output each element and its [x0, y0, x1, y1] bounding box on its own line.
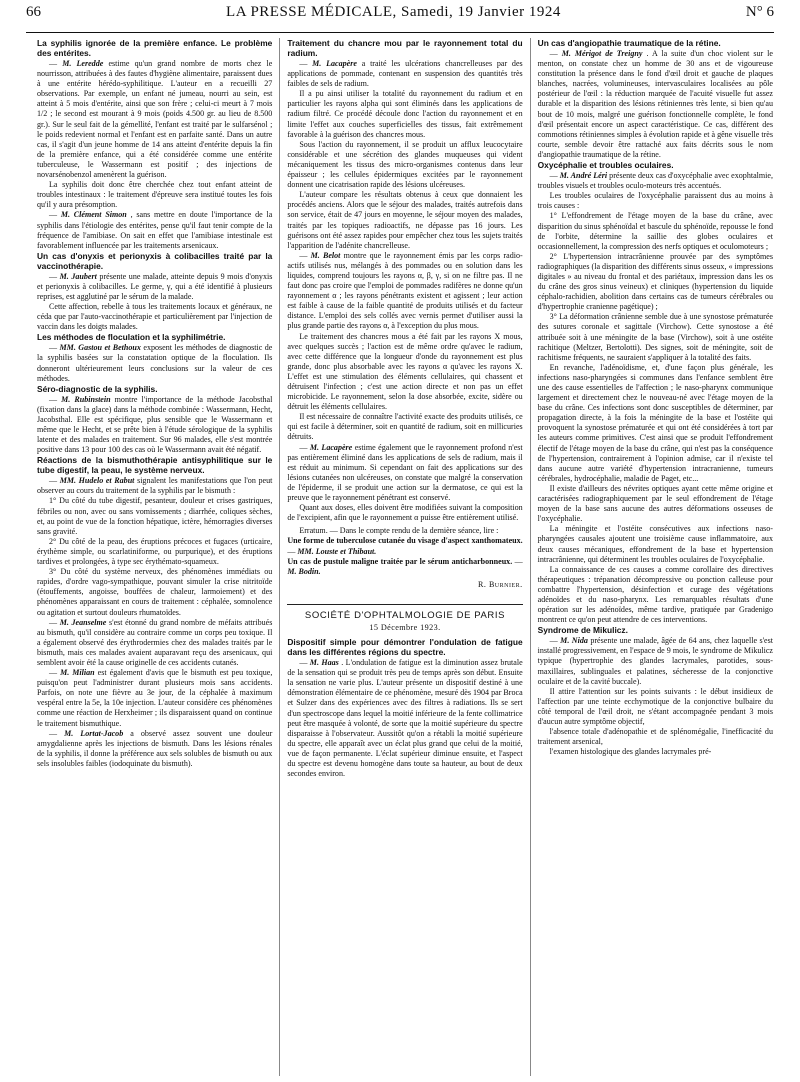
paragraph-text: a traité les ulcérations chancrelleuses par des applications de pommade, contenant en suspension des quantités très faibles de sels de radium.: [287, 59, 523, 89]
article-paragraph: [287, 332, 522, 413]
paragraph-text: montre l'importance de la méthode Jacobsthal (fixation dans la glace) dans la méthode combinée : Wassermann, Hecht, Jacobsthal. Elle est spécifique, plus sensible que le Wassermann et même que le Hecht, et se prête bien à l'étude sérologique de la syphilis latente et des malades en traitement. Sur 96 malades, elle s'est montrée positive dans 13 pour 100 des cas où le Wassermann avait été négatif.: [37, 394, 273, 455]
article-paragraph: — M. Jaubert présente une malade, atteinte depuis 9 mois d'onyxis et perionyxis à colibacilles. Le germe, γ, qui a été identifié à plusieurs reprises, est agglutiné par le sérum de la malade.: [37, 271, 273, 301]
paragraph-text: Cette affection, rebelle à tous les traitements locaux et généraux, ne céda que par l'auto-vaccinothérapie et particulièrement par l'injection de vaccin dans les doigts malades.: [37, 302, 273, 332]
article-paragraph: [538, 484, 773, 524]
column-middle-section-articles: [287, 637, 522, 779]
article-paragraph: — M. Jeanselme s'est étonné du grand nombre de méfaits attribués au bismuth, qu'il considère au contraire comme un corps peu toxique. Il a également observé des érythrodermies chez des malades traités par le bismuth, mais ces malades avaient auparavant reçu des arsenicaux, qui semblent avoir été la cause originelle de ces accidents cutanés.: [37, 617, 273, 667]
paragraph-text: présente une malade, âgée de 64 ans, chez laquelle s'est installé progressivement, en l'espace de 9 mois, le syndrome de Mikulicz typique (hypertrophie des glandes lacrymales, parotides, sous-maxillaires, sublinguales et palatines, sécheresse de la conjonctive oculaire et de la cavité buccale).: [537, 636, 773, 686]
paragraph-text: Il est nécessaire de connaître l'activité exacte des produits utilisés, ce qui est facile à déterminer, soit en quantité de radium, soit en millicuries détruits.: [287, 412, 523, 442]
article-author: M. Mérigot de Treigny: [561, 49, 643, 58]
article: [287, 637, 522, 779]
article-author: M. Lacapère: [309, 442, 353, 452]
article-paragraph: [538, 191, 773, 211]
article-paragraph: [287, 89, 522, 139]
paragraph-text: 1° Du côté du tube digestif, pesanteur, douleur et crises gastriques, fébriles ou non, avec ou sans vomissements ; diarrhée, coliques sèches, et, au point de vue de la fonction hépatique, ictère, hémorragies diverses sans gravité.: [37, 496, 273, 536]
article-author: M. Rubinstein: [61, 394, 111, 404]
article: [37, 332, 272, 383]
article-paragraph: [287, 190, 522, 251]
article-paragraph: — MM. Hudelo et Rabut signalent les manifestations que l'on peut observer au cours du traitement de la syphilis par le bismuth :: [37, 476, 273, 496]
article-paragraph: [37, 567, 272, 617]
article: [538, 625, 773, 757]
paragraph-text: 2° L'hypertension intracrânienne prouvée par des symptômes radiographiques (la disparition des différents sinus osseux, « impressions digitales » au niveau du frontal et des pariétaux, impression dans les os du crâne des gros sinus veineux) et cliniques (hypertension du liquide céphalo-rachidien, abolition dans certains cas de tumeurs cérébrales ou d'hypertrophie cranienne pagétique) ;: [537, 251, 773, 312]
journal-title: LA PRESSE MÉDICALE, Samedi, 19 Janvier 1924: [226, 4, 561, 20]
paragraph-text: . A la suite d'un choc violent sur le menton, on constate chez un homme de 30 ans et de vigoureuse constitution la présence dans le fond d'œil droit et gauche de plaques blanches, nacrées, volumineuses, intervasculaires localisées au pôle postérieur de l'œil : la réduction marquée de l'acuité visuelle fut assez durable et la disparition des lésions rétiniennes très lente, si bien qu'au bout de 10 mois, malgré une guérison fonctionnelle complète, le fond d'œil présentait encore un aspect caractéristique. Ce cas, différent des commotions rétiniennes simples à évolution rapide et à gêne visuelle très courte, semble devoir être rattaché aux faits décrits sous le nom d'angiopathie traumatique de la rétine.: [537, 49, 773, 159]
paragraph-text: 2° Du côté de la peau, des éruptions précoces et fugaces (urticaire, érythème simple, ou scarlatiniforme, ou purpurique), et des éruptions tardives et prolongées, à type sec érythémato-squameux.: [37, 536, 273, 567]
article-paragraph: — M. Haas . L'ondulation de fatigue est la diminution assez brutale de la sensation qui se produit très peu de temps après son début. Ensuite la sensation ne varie plus. L'auteur présente un dispositif destiné à une démonstration élémentaire de ce phénomène, mesuré dès 1904 par Broca et Sulzer dans des expériences avec des filtres à radiations. Ils se sert d'un spectroscope dans lequel la moitié inférieure de la fente collimatrice peut être masquée à volonté, de sorte que la moitié supérieure du spectre disparaisse à l'observateur. Aussitôt qu'on a rétabli la moitié supérieure du spectre, elle apparaît avec un éclat plus grand que celui de la moitié, vue de façon permanente. L'éclat supérieur diminue ensuite, et l'aspect du spectre est devenu homogène dans toute sa hauteur, au bout de deux secondes environ.: [287, 658, 523, 779]
article-paragraph: [287, 140, 522, 190]
article-author: M. Jeanselme: [59, 617, 107, 627]
article-paragraph: — M. Belot montre que le rayonnement émis par les corps radio-actifs utilisés nus, mélangés à des pommades ou en solution dans les liquides, comprend toujours les rayons α, β, γ, si on ne filtre pas. Il ne faut donc pas croire que l'emploi de pommades radifères ne donne qu'un rayonnement α ; les rayons pénétrants existent et agissent ; leur action est faible à cause de la faible quantité de produits utilisés et du facteur distance. L'emploi des sels collés avec vernis permet d'utiliser aussi la plus grande partie des rayons α, à l'exception du plus mous.: [287, 250, 523, 331]
article-paragraph: [538, 252, 773, 313]
article-paragraph: — M. Lacapère a traité les ulcérations chancrelleuses par des applications de pommade, contenant en suspension des quantités très faibles de sels de radium.: [287, 59, 523, 89]
article: [37, 251, 272, 333]
column-left: [30, 38, 279, 1076]
article: [287, 251, 522, 443]
article-author: M. André Léri: [559, 171, 608, 181]
section-date: 15 Décembre 1923.: [369, 622, 441, 632]
paragraph-text: exposent les méthodes de diagnostic de la syphilis basées sur la constatation optique de la floculation. Ils donneront ultérieurement leurs conclusions sur la valeur de ces méthodes.: [37, 343, 273, 383]
paragraph-text: signalent les manifestations que l'on peut observer au cours du traitement de la syphilis par le bismuth :: [37, 476, 273, 496]
article-title: Oxycéphalie et troubles oculaires.: [537, 160, 674, 171]
article-paragraph: — MM. Gastou et Bethoux exposent les méthodes de diagnostic de la syphilis basées sur la constatation optique de la floculation. Ils donneront ultérieurement leurs conclusions sur la valeur de ces méthodes.: [37, 343, 273, 383]
paragraph-text: s'est étonné du grand nombre de méfaits attribués au bismuth, qu'il considère au contraire comme un corps peu toxique. Il a également observé des érythrodermies chez des malades traités par le bismuth, mais ces malades avaient auparavant reçu des arsenicaux, qui semblent avoir été la cause originelle de ces accidents cutanés.: [37, 617, 273, 667]
column-right: [530, 38, 780, 1076]
paragraph-text: 3° Du côté du système nerveux, des phénomènes immédiats ou rapides, d'ordre vago-sympathique, pouvant simuler la crise nitritoïde (étouffements, angoisse, bouffées de chaleur, larmoiement) et des phénomènes apparaissant en cours de traitement : céphalée, somnolence ou agitation et surtout douleurs rhumatoïdes.: [37, 567, 273, 617]
paragraph-text: est également d'avis que le bismuth est peu toxique, puisqu'on peut l'administrer durant plusieurs mois sans accidents. Parfois, on note une fièvre au 3e jour, de la céphalée à maximum vespéral entre la 5e, la 10e injection. L'auteur considère ces phénomènes comme une réaction de Herxheimer ; ils disparaissent quand on continue le traitement bismuthique.: [37, 668, 273, 728]
paragraph-text: La méningite et l'ostéite consécutives aux infections naso-pharyngées causales ajoutent une troisième cause inflammatoire, aux deux causes mécaniques, effondrement de la base et hypertension intracrânienne, qui déterminent les troubles oculaires de l'oxycéphalie.: [537, 524, 773, 564]
article: [37, 384, 272, 456]
article: [287, 38, 522, 251]
paragraph-text: . L'ondulation de fatigue est la diminution assez brutale de la sensation qui se produit très peu de temps après son début. Ensuite la sensation ne varie plus. L'auteur présente un dispositif destiné à une démonstration élémentaire de ce phénomène, mesuré dès 1904 par Broca et Sulzer dans des expériences avec des filtres à radiations. Ils se sert d'un spectroscope dans lequel la moitié inférieure de la fente collimatrice peut être masquée à volonté, de sorte que la moitié supérieure du spectre disparaisse à l'observateur. Aussitôt qu'on a rétabli la moitié supérieure du spectre, elle apparaît avec un éclat plus grand que celui de la moitié, vue de façon permanente. L'éclat supérieur diminue ensuite, et l'aspect du spectre est devenu homogène dans toute sa hauteur, au bout de deux secondes environ.: [287, 658, 523, 779]
paragraph-text: En revanche, l'adénoïdisme, et, d'une façon plus générale, les infections naso-pharyngées si communes dans l'enfance semblent être une des cause essentielles de l'affection ; le naso-pharynx communique largement et directement chez le nouveau-né avec l'étage moyen de la base du crâne. Ces infections sont donc susceptibles de déterminer, par propagation directe, à la fois la méningite de la base et l'ostéite qui provoquent la synostose prématurée et qui ont été considérées à tort par les auteurs comme primitives. C'est ainsi que se produit l'effondrement électif de l'étage moyen de la base du crâne, qui n'est pas la conséquence de l'hypertension, contrairement à l'opinion admise, car il n'existe tel dans aucune autre variété d'hypertension intracranienne, tumeurs cérébrales, hydrocéphalie, maladie de Paget, etc...: [537, 362, 773, 483]
paragraph-text: L'auteur compare les résultats obtenus à ceux que donnaient les procédés anciens. Alors que le séjour des malades, traités autrefois dans son service, était de 47 jours en moyenne, le séjour moyen des malades, traités par les topiques radioactifs, ne dépasse pas 16 jours. Les guérisons ont été assez rapides pour empêcher chez tous les sujets traités l'apparition de l'adénite chancrelleuse.: [287, 190, 523, 250]
article-paragraph: [37, 180, 272, 210]
section-heading: SOCIÉTÉ D'OPHTALMOLOGIE DE PARIS: [287, 604, 522, 621]
article-paragraph: — M. Nida présente une malade, âgée de 64 ans, chez laquelle s'est installé progressivement, en l'espace de 9 mois, le syndrome de Mikulicz typique (hypertrophie des glandes lacrymales, parotides, sous-maxillaires, sublinguales et palatines, sécheresse de la conjonctive oculaire et de la cavité buccale).: [537, 636, 773, 686]
column-middle-articles: [287, 38, 522, 523]
erratum-item-2: Un cas de pustule maligne traitée par le sérum anticharbonneux. — M. Bodin.: [287, 556, 523, 576]
article-paragraph: [287, 503, 522, 523]
paragraph-text: La syphilis doit donc être cherchée chez tout enfant atteint de troubles intestinaux : le traitement d'épreuve sera institué toutes les fois qu'il y aura présomption.: [37, 180, 273, 210]
paragraph-text: a observé assez souvent une douleur amygdalienne après les injections de bismuth. Dans les lésions rénales de la syphilis, il donne la préférence aux sels solubles de bismuth ou aux sels insolubles faibles (iodoquinate du bismuth).: [37, 728, 273, 768]
article: [287, 443, 522, 524]
article-paragraph: — M. Mérigot de Treigny . A la suite d'un choc violent sur le menton, on constate chez un homme de 30 ans et de vigoureuse constitution la présence dans le fond d'œil droit et gauche de plaques blanches, nacrées, volumineuses, intervasculaires localisées au pôle postérieur de l'œil : la réduction marquée de l'acuité visuelle fut assez durable et la disparition des lésions rétiniennes très lente, si bien qu'au bout de 10 mois, malgré une guérison fonctionnelle complète, le fond d'œil présentait encore un aspect caractéristique. Ce cas, différent des commotions rétiniennes simples à évolution rapide et à gêne visuelle très courte, semble devoir être rattaché aux faits décrits sous le nom d'angiopathie traumatique de la rétine.: [537, 49, 773, 159]
paragraph-text: l'examen histologique des glandes lacrymales pré-: [549, 747, 712, 757]
article-author: M. Lacapère: [312, 59, 357, 68]
article-paragraph: [287, 412, 522, 442]
article: [37, 210, 272, 250]
article-paragraph: [37, 302, 272, 332]
paragraph-text: Quant aux doses, elles doivent être modifiées suivant la composition de l'excipient, afin que le rayonnement α puisse être entièrement utilisé.: [287, 503, 523, 523]
article-paragraph: [538, 727, 773, 747]
article-paragraph: — M. Lacapère estime également que le rayonnement profond n'est pas entièrement éliminé dans les applications de sels de radium, mais il est réduit au minimum. Si cependant on fait des applications sur des lésions cutanées non ulcéreuses, on constate que malgré la conservation de l'épiderme, il se produit une action sur la dermatose, ce qui est la preuve que le rayonnement pénétrant est conservé.: [287, 442, 523, 503]
paragraph-text: l'absence totale d'adénopathie et de splénomégalie, l'inefficacité du traitement arsenical,: [537, 727, 773, 747]
article-paragraph: — M. André Léri présente deux cas d'oxycéphalie avec exophtalmie, troubles visuels et troubles oculo-moteurs très accentués.: [537, 171, 773, 191]
article: [37, 618, 272, 668]
article-paragraph: [538, 363, 773, 484]
article-author: M. Clément Simon: [60, 210, 127, 220]
article-paragraph: [538, 687, 773, 727]
paragraph-text: 1° L'effondrement de l'étage moyen de la base du crâne, avec disparition du sinus sphénoïdal et bascule du sphénoïde, repousse le fond de l'orbite, détermine la saillie des globes oculaires et occasionnellement, la compression des nerfs optiques et oculomoteurs ;: [537, 211, 773, 251]
article: [37, 38, 272, 210]
paragraph-text: estime qu'un grand nombre de morts chez le nourrisson, attribuées à des fautes d'hygiène alimentaire, paraissent dues à une entérite hérédo-syphilitique. L'auteur en a recueilli 27 observations. Par exemple, un enfant né jumeau, nourri au sein, est atteint à 5 mois d'entérite, ainsi que son frère ; celui-ci meurt à 7 mois 1/2 ; le second est mourant à 9 mois (poids 4.500 gr. au lieu de 8.500 gr.). Sur le seul fait de la gémellité, l'enfant est traité par le sulfarsénol ; le poids redevient normal et l'enfant est en parfaite santé. Dans un autre cas, il s'agit d'un jeune homme de 14 ans atteint d'entérite depuis la fin de la première enfance, qui a été considérée comme une entérite tuberculeuse, le Wassermann est positif ; des injections de novarsénobenzol amenèrent la guérison.: [37, 59, 273, 180]
article-title: La syphilis ignorée de la première enfance. Le problème des entérites.: [37, 38, 273, 58]
article: [37, 668, 272, 729]
article-paragraph: [538, 524, 773, 564]
article-title: Syndrome de Mikulicz.: [537, 625, 628, 636]
article-title: Séro-diagnostic de la syphilis.: [37, 383, 158, 394]
article-title: Un cas d'onyxis et perionyxis à colibacilles traité par la vaccinothérapie.: [37, 250, 273, 271]
paragraph-text: montre que le rayonnement émis par les corps radio-actifs utilisés nus, mélangés à des pommades ou en solution dans les liquides, comprend toujours les rayons α, β, γ, si on ne filtre pas. Il ne faut donc pas croire que l'emploi de pommades radifères ne donne qu'un rayonnement α ; les rayons pénétrants existent et agissent ; leur action est faible à cause de la faible quantité de produits utilisés et du facteur distance. L'emploi des sels collés avec vernis permet d'utiliser aussi la plus grande partie des rayons α, à l'exception du plus mous.: [287, 250, 523, 331]
article-author: M. Haas: [309, 658, 339, 668]
article-columns: [30, 38, 780, 1076]
article-paragraph: — M. Leredde estime qu'un grand nombre de morts chez le nourrisson, attribuées à des fautes d'hygiène alimentaire, paraissent dues à une entérite hérédo-syphilitique. L'auteur en a recueilli 27 observations. Par exemple, un enfant né jumeau, nourri au sein, est atteint à 5 mois d'entérite, ainsi que son frère ; celui-ci meurt à 7 mois 1/2 ; le second est mourant à 9 mois (poids 4.500 gr. au lieu de 8.500 gr.). Sur le seul fait de la gémellité, l'enfant est traité par le sulfarsénol ; le poids redevient normal et l'enfant est en parfaite santé. Dans un autre cas, il s'agit d'un jeune homme de 14 ans atteint d'entérite depuis la fin de la première enfance, qui a été considérée comme une entérite tuberculeuse, le Wassermann est positif ; des injections de novarsénobenzol amenèrent la guérison.: [37, 59, 273, 180]
article: [538, 160, 773, 625]
article-paragraph: [37, 496, 272, 536]
paragraph-text: Le traitement des chancres mous a été fait par les rayons X mous, avec quelques succès ; l'action est de même ordre qu'avec le radium, avec cette différence que la longueur d'onde du rayonnement est plus grande, donc plus absorbable avec les rayons α qu'avec les rayons X. L'effet est une stimulation des éléments cellulaires, qui chassent et détruisent l'infection ; c'est une action directe et non pas un effet microbicide. Le rayonnement, selon la dose absorbée, excite, sidère ou détruit les éléments cellulaires.: [287, 331, 523, 412]
article-title: Réactions de la bismuthothérapie antisyphilitique sur le tube digestif, la peau, le système nerveux.: [37, 455, 273, 476]
article-title: Dispositif simple pour démontrer l'ondulation de fatigue dans les différentes régions du spectre.: [287, 637, 523, 658]
article-paragraph: [538, 565, 773, 626]
paragraph-text: La connaissance de ces causes a comme corollaire des directives thérapeutiques : trépanation décompressive ou ponction calleuse pour combattre l'hypertension, désinfection et curage des végétations adénoïdes et du naso-pharynx. Les remarquables résultats d'une opération sur les adénoïdes, même tardive, pratiquée par Gradenigo montrent ce qu'on peut attendre de ces interventions.: [537, 564, 773, 625]
article-paragraph: — M. Rubinstein montre l'importance de la méthode Jacobsthal (fixation dans la glace) dans la méthode combinée : Wassermann, Hecht, Jacobsthal. Elle est spécifique, plus sensible que le Wassermann et même que le Hecht, et se prête bien à l'étude sérologique de la syphilis latente et des malades en traitement. Sur 96 malades, elle s'est montrée positive dans 13 pour 100 des cas où le Wassermann avait été négatif.: [37, 394, 273, 455]
paragraph-text: Les troubles oculaires de l'oxycéphalie paraissent dus au moins à trois causes :: [537, 191, 773, 211]
article-title: Un cas d'angiopathie traumatique de la rétine.: [537, 38, 721, 48]
article-paragraph: [538, 211, 773, 251]
paragraph-text: , sans mettre en doute l'importance de la syphilis dans l'étiologie des entérites, pense qu'il faut tenir compte de la fréquence de l'amibiase. On sait en effet que l'amibiase intestinale est favorablement influencée par les traitements arsenicaux.: [37, 210, 273, 250]
article-author: M. Jaubert: [59, 271, 97, 281]
paragraph-text: Il attire l'attention sur les points suivants : le début insidieux de l'affection par une teinte ecchymotique de la conjonctive bulbaire du côté temporal de l'œil droit, ne s'étant accompagnée pendant 3 mois d'aucun autre symptôme objectif,: [537, 686, 773, 726]
article-paragraph: [538, 747, 773, 757]
erratum-item-1: Une forme de tuberculose cutanée du visage d'aspect xanthomateux. — MM. Louste et Thibaut.: [287, 536, 523, 556]
header-rule: [26, 32, 774, 33]
article-paragraph: — M. Lortat-Jacob a observé assez souvent une douleur amygdalienne après les injections de bismuth. Dans les lésions rénales de la syphilis, il donne la préférence aux sels solubles de bismuth ou aux sels insolubles faibles (iodoquinate du bismuth).: [37, 728, 273, 768]
article-author: M. Leredde: [62, 59, 104, 68]
page-header: [26, 4, 774, 30]
article-paragraph: — M. Clément Simon , sans mettre en doute l'importance de la syphilis dans l'étiologie des entérites, pense qu'il faut tenir compte de la fréquence de l'amibiase. On sait en effet que l'amibiase intestinale est favorablement influencée par les traitements arsenicaux.: [37, 210, 273, 250]
report-signature: R. Burnier.: [478, 579, 523, 589]
article: [538, 38, 773, 160]
article: [37, 729, 272, 769]
column-middle: [279, 38, 529, 1076]
paragraph-text: présente deux cas d'oxycéphalie avec exophtalmie, troubles visuels et troubles oculo-moteurs très accentués.: [537, 171, 773, 191]
article-title: Les méthodes de floculation et la syphilimétrie.: [37, 332, 226, 343]
issue-number: N° 6: [745, 4, 774, 20]
erratum-note: Erratum. — Dans le compte rendu de la dernière séance, lire :: [299, 526, 499, 536]
article-title: Traitement du chancre mou par le rayonnement total du radium.: [287, 38, 523, 58]
paragraph-text: Sous l'action du rayonnement, il se produit un afflux leucocytaire considérable et une sécrétion des glandes muqueuses qui vident mécaniquement les tissus des micro-organismes contenus dans leur épaisseur ; les cellules épidermiques excitées par le rayonnement donnent une cicatrisation rapide des lésions ulcéreuses.: [287, 139, 523, 190]
article-paragraph: [37, 537, 272, 567]
article-author: M. Milian: [60, 668, 95, 678]
article-author: M. Nida: [560, 636, 588, 646]
paragraph-text: estime également que le rayonnement profond n'est pas entièrement éliminé dans les applications de sels de radium, mais il est réduit au minimum. Si cependant on fait des applications sur des lésions cutanées non ulcéreuses, on constate que malgré la conservation de l'épiderme, il se produit une action sur la dermatose, ce qui est la preuve que le rayonnement pénétrant est conservé.: [287, 442, 523, 503]
article-paragraph: [538, 312, 773, 362]
article-author: M. Belot: [310, 250, 341, 260]
article: [37, 455, 272, 617]
paragraph-text: présente une malade, atteinte depuis 9 mois d'onyxis et perionyxis à colibacilles. Le germe, γ, qui a été identifié à plusieurs reprises, est agglutiné par le sérum de la malade.: [37, 271, 273, 301]
article-author: MM. Hudelo et Rabut: [59, 476, 135, 486]
article-author: M. Lortat-Jacob: [64, 728, 124, 738]
article-author: MM. Gastou et Bethoux: [59, 343, 141, 353]
article-paragraph: — M. Milian est également d'avis que le bismuth est peu toxique, puisqu'on peut l'administrer durant plusieurs mois sans accidents. Parfois, on note une fièvre au 3e jour, de la céphalée à maximum vespéral entre la 5e, la 10e injection. L'auteur considère ces phénomènes comme une réaction de Herxheimer ; ils disparaissent quand on continue le traitement bismuthique.: [37, 668, 273, 728]
page-number: 66: [26, 4, 41, 20]
paragraph-text: 3° La déformation crânienne semble due à une synostose prématurée des sutures coronale et sagittale (Virchow). Cette synostose a été attribuée soit à une méningite de la base (Virchow), soit à une ostéite rachitique (Meltzer, Bertolotti). Des signes, soit de méningite, soit de rachitisme fréquents, ne sauraient s'appliquer à la totalité des faits.: [537, 312, 773, 362]
paragraph-text: Il a pu ainsi utiliser la totalité du rayonnement du radium et en particulier les rayons alpha qui sont éliminés dans les applications de radium filtré. Ce procédé découle donc l'action du rayonnement et en limite l'effet aux couches superficielles des tissus, fait extrêmement favorable à la guérison des chancres mous.: [287, 89, 523, 139]
paragraph-text: Il existe d'ailleurs des névrites optiques ayant cette même origine et caractérisées radiographiquement par le seul effondrement de l'étage moyen de la base sans aucune des autres déformations osseuses de l'oxycéphalie.: [537, 483, 773, 524]
